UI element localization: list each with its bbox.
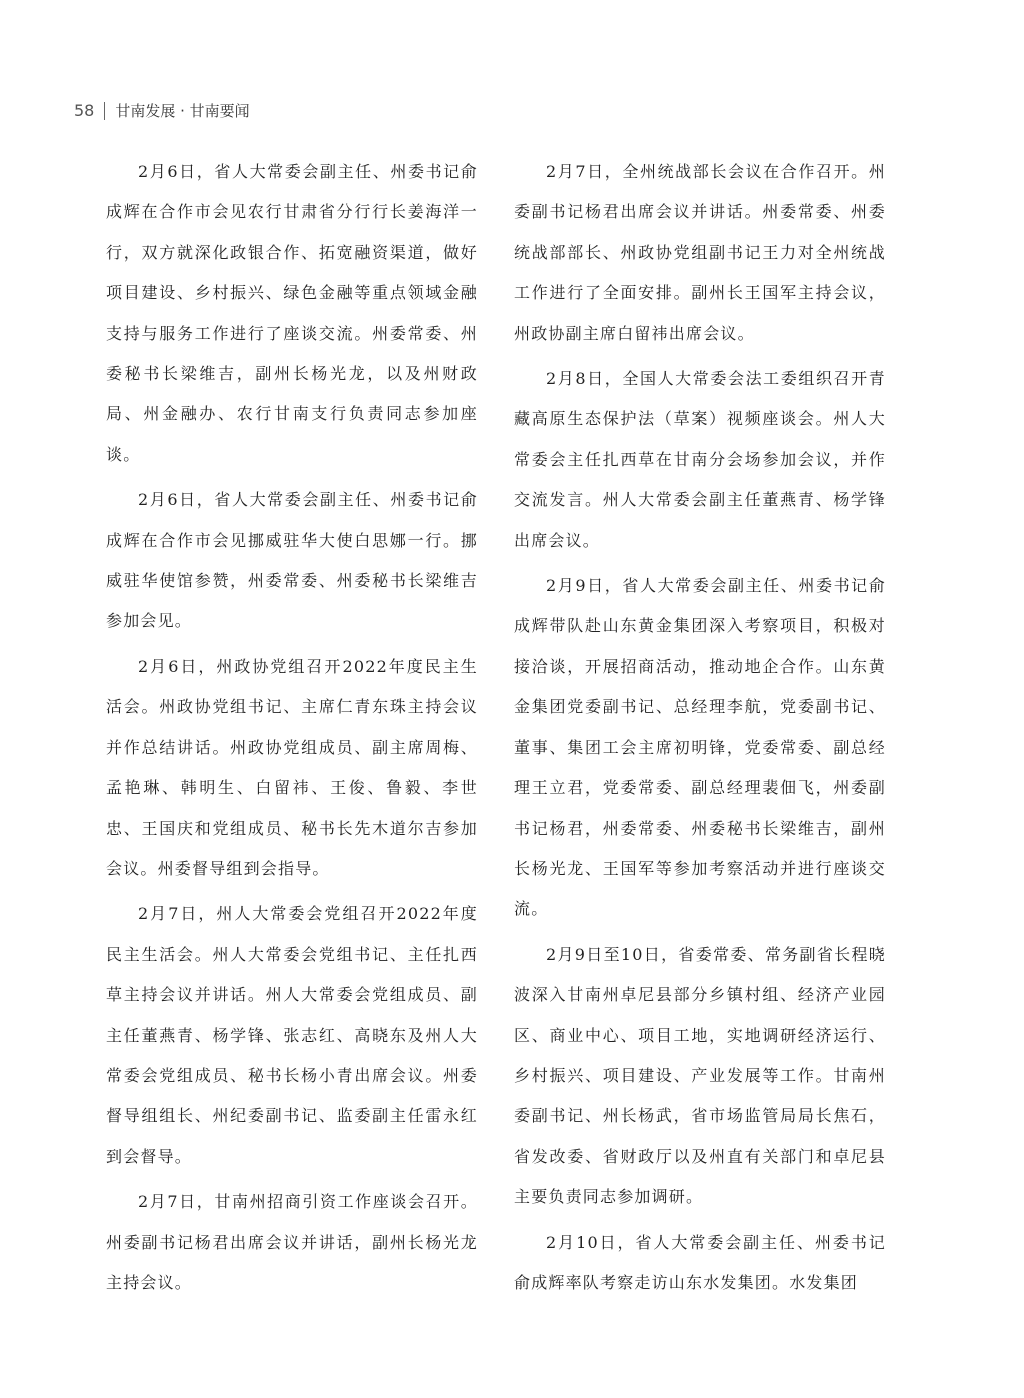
- news-paragraph: 2月7日，甘南州招商引资工作座谈会召开。州委副书记杨君出席会议并讲话，副州长杨光龙主持会议。: [106, 1192, 478, 1292]
- news-paragraph: 2月9日，省人大常委会副主任、州委书记俞成辉带队赴山东黄金集团深入考察项目，积极对接洽谈，开展招商活动，推动地企合作。山东黄金集团党委副书记、总经理李航，党委副书记、董事、集团工会主席初明锋，党委常委、副总经理王立君，党委常委、副总经理裴佃飞，州委副书记杨君，州委常委、州委秘书长梁维吉，副州长杨光龙、王国军等参加考察活动并进行座谈交流。: [514, 576, 886, 919]
- news-paragraph: 2月10日，省人大常委会副主任、州委书记俞成辉率队考察走访山东水发集团。水发集团: [514, 1232, 886, 1292]
- news-paragraph: 2月8日，全国人大常委会法工委组织召开青藏高原生态保护法（草案）视频座谈会。州人大常委会主任扎西草在甘南分会场参加会议，并作交流发言。州人大常委会副主任董燕青、杨学锋出席会议。: [514, 369, 886, 550]
- news-paragraph: 2月7日，州人大常委会党组召开2022年度民主生活会。州人大常委会党组书记、主任扎西草主持会议并讲话。州人大常委会党组成员、副主任董燕青、杨学锋、张志红、高晓东及州人大常委会党组成员、秘书长杨小青出席会议。州委督导组组长、州纪委副书记、监委副主任雷永红到会督导。: [106, 904, 478, 1166]
- news-paragraph: 2月6日，省人大常委会副主任、州委书记俞成辉在合作市会见挪威驻华大使白思娜一行。挪威驻华使馆参赞，州委常委、州委秘书长梁维吉参加会见。: [106, 490, 478, 631]
- section-title: 甘南发展 · 甘南要闻: [115, 102, 250, 120]
- page-header: [74, 100, 250, 121]
- right-column: [514, 152, 886, 1308]
- page-number: 58: [74, 101, 95, 120]
- news-paragraph: 2月9日至10日，省委常委、常务副省长程晓波深入甘南州卓尼县部分乡镇村组、经济产业园区、商业中心、项目工地，实地调研经济运行、乡村振兴、项目建设、产业发展等工作。甘南州委副书记、州长杨武，省市场监管局局长焦石，省发改委、省财政厅以及州直有关部门和卓尼县主要负责同志参加调研。: [514, 944, 886, 1207]
- news-paragraph: 2月6日，州政协党组召开2022年度民主生活会。州政协党组书记、主席仁青东珠主持会议并作总结讲话。州政协党组成员、副主席周梅、孟艳琳、韩明生、白留祎、王俊、鲁毅、李世忠、王国庆和党组成员、秘书长先木道尔吉参加会议。州委督导组到会指导。: [106, 656, 478, 878]
- header-divider: [104, 102, 105, 120]
- left-column: [106, 152, 478, 1308]
- news-paragraph: 2月7日，全州统战部长会议在合作召开。州委副书记杨君出席会议并讲话。州委常委、州委统战部部长、州政协党组副书记王力对全州统战工作进行了全面安排。副州长王国军主持会议，州政协副主席白留祎出席会议。: [514, 162, 886, 343]
- news-paragraph: 2月6日，省人大常委会副主任、州委书记俞成辉在合作市会见农行甘肃省分行行长姜海洋一行，双方就深化政银合作、拓宽融资渠道，做好项目建设、乡村振兴、绿色金融等重点领域金融支持与服务工作进行了座谈交流。州委常委、州委秘书长梁维吉，副州长杨光龙，以及州财政局、州金融办、农行甘南支行负责同志参加座谈。: [106, 162, 478, 464]
